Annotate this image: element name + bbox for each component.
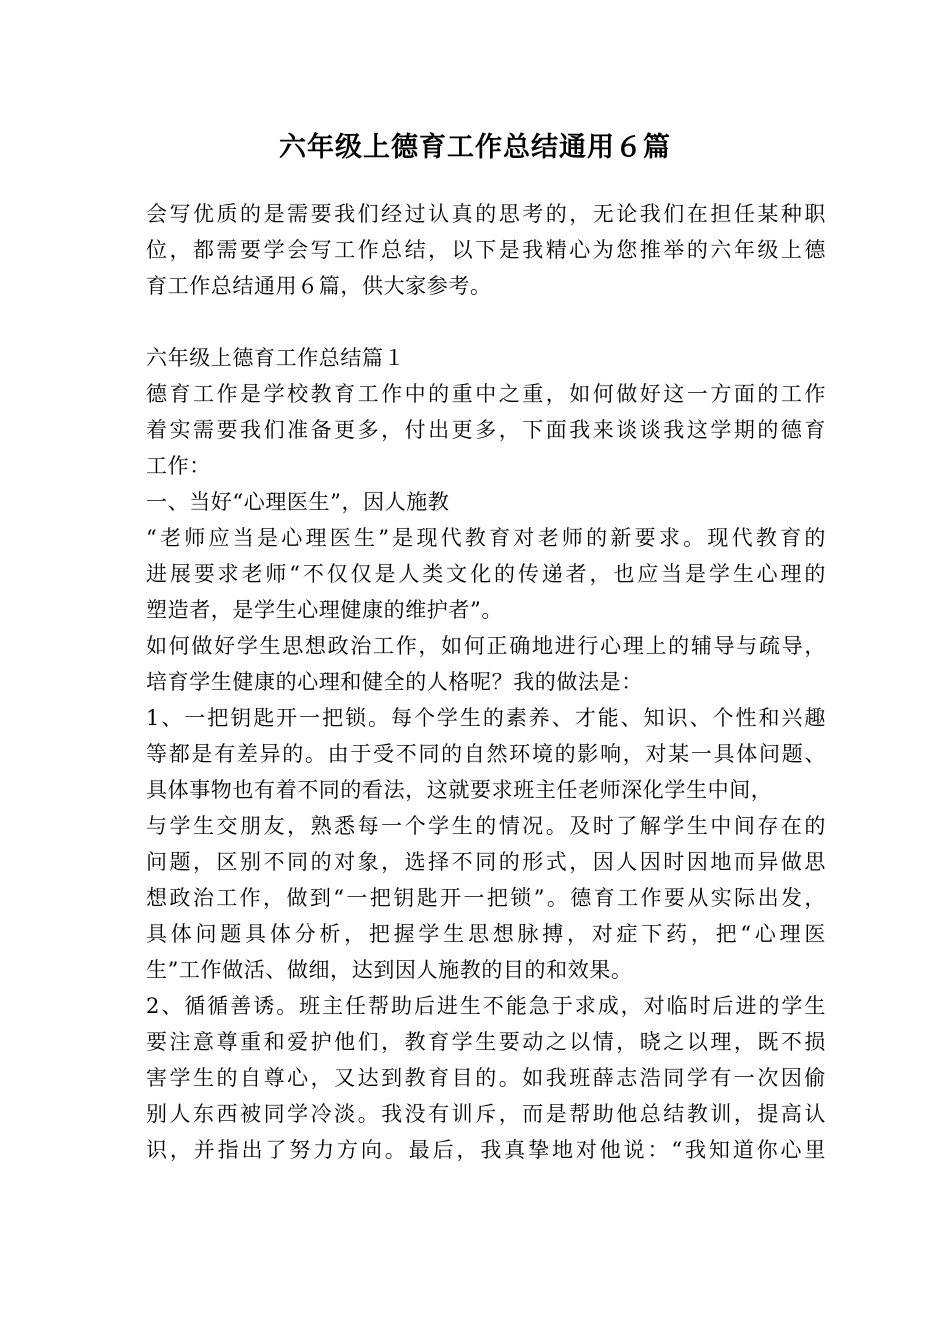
body-line: 进展要求老师“不仅仅是人类文化的传递者，也应当是学生心理的: [146, 562, 826, 586]
body-line: 别人东西被同学冷淡。我没有训斥，而是帮助他总结教训，提高认: [146, 1102, 826, 1126]
body-line: 想政治工作，做到“一把钥匙开一把锁”。德育工作要从实际出发，: [146, 886, 826, 910]
intro-line: 会写优质的是需要我们经过认真的思考的，无论我们在担任某种职: [146, 202, 826, 226]
body-line: 塑造者，是学生心理健康的维护者”。: [146, 598, 503, 622]
document-title: 六年级上德育工作总结通用６篇: [279, 132, 671, 163]
section-heading: 六年级上德育工作总结篇１: [146, 346, 406, 370]
body-line: 着实需要我们准备更多，付出更多，下面我来谈谈我这学期的德育: [146, 418, 826, 442]
body-line: 问题，区别不同的对象，选择不同的形式，因人因时因地而异做思: [146, 850, 826, 874]
body-line: 具体问题具体分析，把握学生思想脉搏，对症下药，把“心理医: [146, 922, 826, 946]
body-line: 一、当好“心理医生”，因人施教: [146, 490, 450, 514]
body-line: 具体事物也有着不同的看法，这就要求班主任老师深化学生中间，: [146, 778, 773, 802]
body-line: 1、一把钥匙开一把锁。每个学生的素养、才能、知识、个性和兴趣: [146, 706, 826, 730]
intro-line: 育工作总结通用６篇，供大家参考。: [146, 274, 492, 298]
body-line: 2、循循善诱。班主任帮助后进生不能急于求成，对临时后进的学生: [146, 994, 826, 1018]
body-line: 德育工作是学校教育工作中的重中之重，如何做好这一方面的工作: [146, 382, 826, 406]
intro-line: 位，都需要学会写工作总结，以下是我精心为您推举的六年级上德: [146, 238, 826, 262]
body-line: 如何做好学生思想政治工作，如何正确地进行心理上的辅导与疏导，: [146, 634, 826, 658]
body-line: 要注意尊重和爱护他们，教育学生要动之以情，晓之以理，既不损: [146, 1030, 826, 1054]
body-line: 培育学生健康的心理和健全的人格呢？我的做法是：: [146, 670, 643, 694]
body-line: 与学生交朋友，熟悉每一个学生的情况。及时了解学生中间存在的: [146, 814, 826, 838]
body-line: 识，并指出了努力方向。最后，我真挚地对他说：“我知道你心里: [146, 1138, 826, 1162]
body-line: 生”工作做活、做细，达到因人施教的目的和效果。: [146, 958, 633, 982]
body-line: 害学生的自尊心，又达到教育目的。如我班薛志浩同学有一次因偷: [146, 1066, 826, 1090]
body-line: 等都是有差异的。由于受不同的自然环境的影响，对某一具体问题、: [146, 742, 826, 766]
body-line: 工作：: [146, 454, 211, 478]
body-line: “老师应当是心理医生”是现代教育对老师的新要求。现代教育的: [146, 526, 826, 550]
